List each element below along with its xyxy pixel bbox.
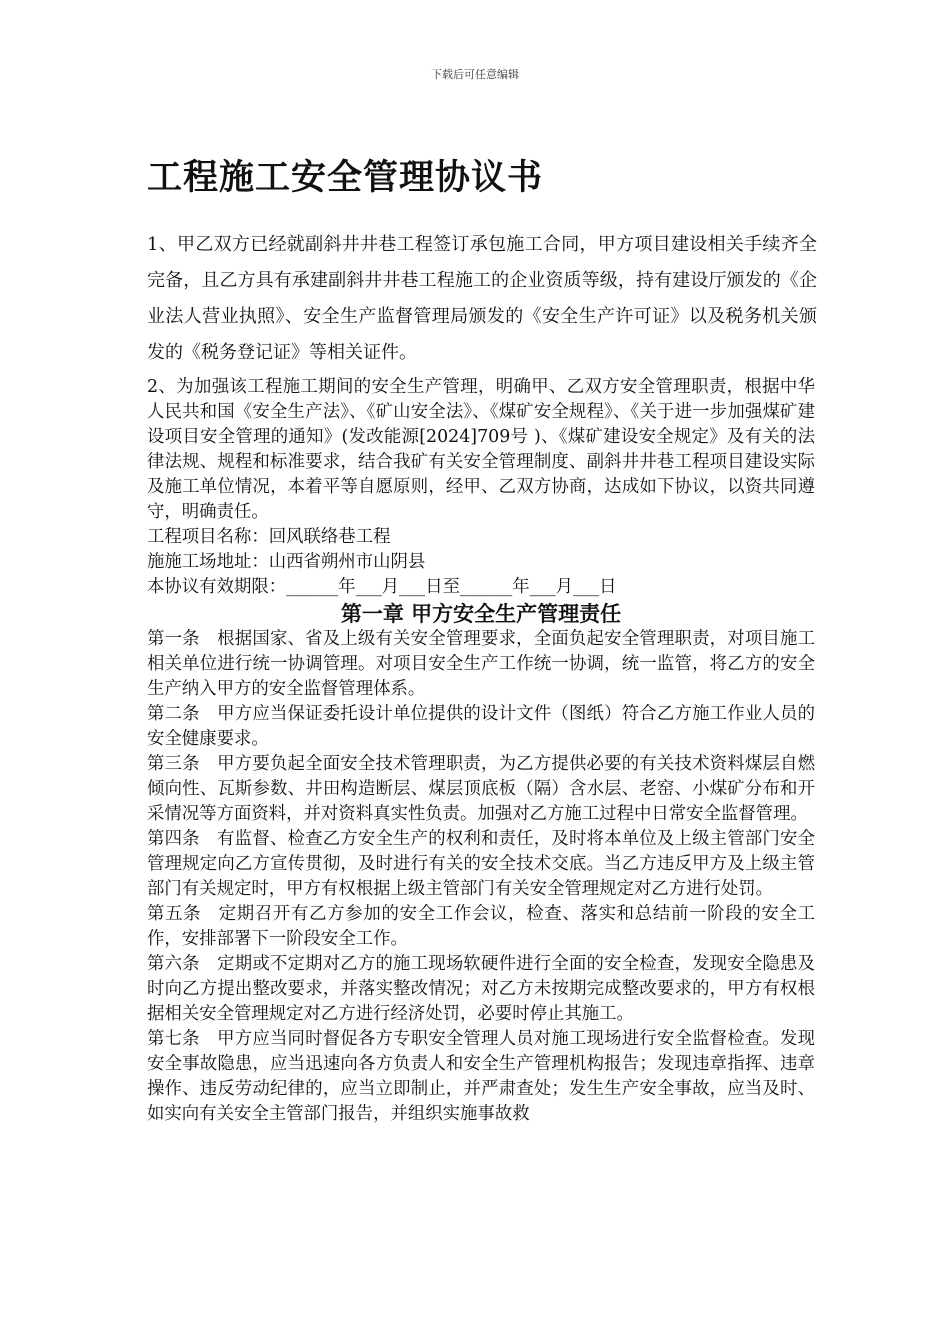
article-number: 第七条 [147,1029,200,1049]
article-6 [147,952,815,1027]
article-number: 第四条 [147,829,200,849]
article-text: 定期召开有乙方参加的安全工作会议，检查、落实和总结前一阶段的安全工作，安排部署下一阶段安全工作。 [147,904,815,949]
article-text: 甲方应当保证委托设计单位提供的设计文件（图纸）符合乙方施工作业人员的安全健康要求。 [147,704,815,749]
header-note: 下载后可任意编辑 [431,68,519,81]
validity-line: 本协议有效期限：______年___月___日至______年___月___日 [147,577,617,597]
article-7 [147,1027,815,1127]
paragraph-2: 2、为加强该工程施工期间的安全生产管理，明确甲、乙双方安全管理职责，根据中华人民共和国《安全生产法》、《矿山安全法》、《煤矿安全规程》、《关于进一步加强煤矿建设项目安全管理的通知》(发改能源[2024]709号 )、《煤矿建设安全规定》及有关的法律法规、规程和标准要求，结合我矿有关安全管理制度、副斜井井巷工程项目建设实际及施工单位情况，本着平等自愿原则，经甲、乙双方协商，达成如下协议，以资共同遵守，明确责任。 [147,377,815,522]
site-address-line: 施施工场地址：山西省朔州市山阴县 [147,552,426,572]
article-text: 有监督、检查乙方安全生产的权利和责任，及时将本单位及上级主管部门安全管理规定向乙方宣传贯彻，及时进行有关的安全技术交底。当乙方违反甲方及上级主管部门有关规定时，甲方有权根据上级主管部门有关安全管理规定对乙方进行处罚。 [147,829,815,899]
article-number: 第二条 [147,704,200,724]
article-2 [147,702,815,752]
article-5 [147,902,815,952]
chapter-title: 第一章 甲方安全生产管理责任 [340,601,622,626]
article-1 [147,627,815,702]
article-4 [147,827,815,902]
article-number: 第一条 [147,629,200,649]
article-number: 第三条 [147,754,200,774]
article-text: 根据国家、省及上级有关安全管理要求，全面负起安全管理职责，对项目施工相关单位进行统一协调管理。对项目安全生产工作统一协调，统一监管，将乙方的安全生产纳入甲方的安全监督管理体系。 [147,629,815,699]
article-text: 甲方应当同时督促各方专职安全管理人员对施工现场进行安全监督检查。发现安全事故隐患，应当迅速向各方负责人和安全生产管理机构报告；发现违章指挥、违章操作、违反劳动纪律的，应当立即制止，并严肃查处；发生生产安全事故，应当及时、如实向有关安全主管部门报告，并组织实施事故救 [147,1029,815,1124]
article-3 [147,752,815,827]
document-body [147,375,815,1127]
project-name-line: 工程项目名称：回风联络巷工程 [147,527,391,547]
document-title: 工程施工安全管理协议书 [147,157,544,198]
intro-paragraph: 1、甲乙双方已经就副斜井井巷工程签订承包施工合同，甲方项目建设相关手续齐全完备，且乙方具有承建副斜井井巷工程施工的企业资质等级，持有建设厅颁发的《企业法人营业执照》、安全生产监督管理局颁发的《安全生产许可证》以及税务机关颁发的《税务登记证》等相关证件。 [147,234,817,363]
article-text: 定期或不定期对乙方的施工现场软硬件进行全面的安全检查，发现安全隐患及时向乙方提出整改要求，并落实整改情况；对乙方未按期完成整改要求的，甲方有权根据相关安全管理规定对乙方进行经济处罚，必要时停止其施工。 [147,954,815,1024]
article-number: 第六条 [147,954,200,974]
article-text: 甲方要负起全面安全技术管理职责，为乙方提供必要的有关技术资料煤层自燃倾向性、瓦斯参数、井田构造断层、煤层顶底板（隔）含水层、老窑、小煤矿分布和开采情况等方面资料，并对资料真实性负责。加强对乙方施工过程中日常安全监督管理。 [147,754,815,824]
article-number: 第五条 [147,904,202,924]
